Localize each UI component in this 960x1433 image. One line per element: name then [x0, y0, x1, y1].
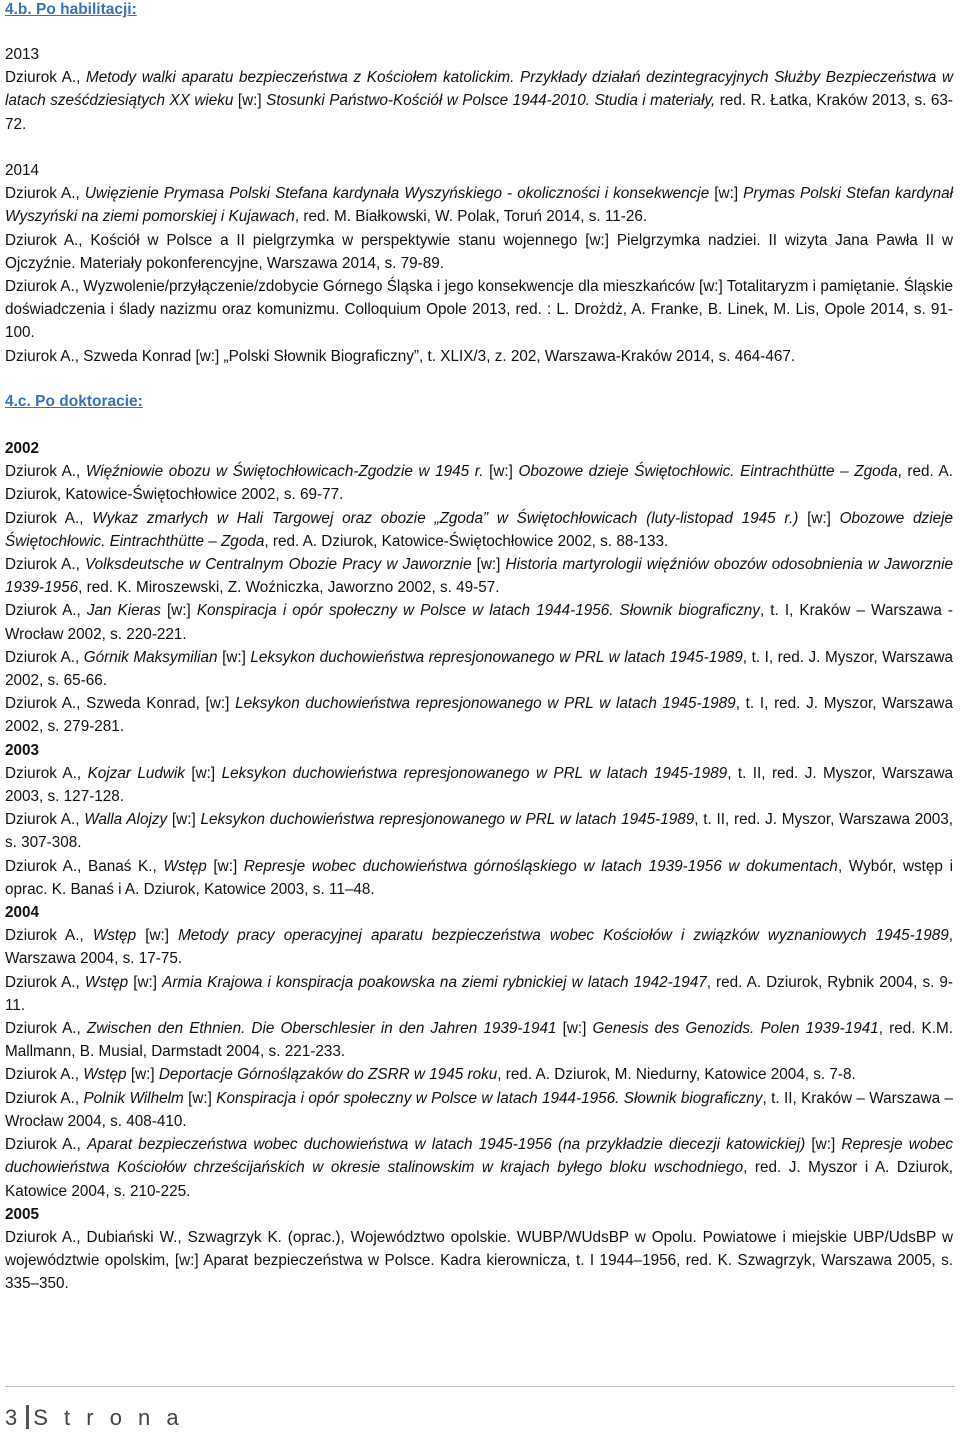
list-item: Dziurok A., Polnik Wilhelm [w:] Konspiracja i opór społeczny w Polsce w latach 1944-1956. Słownik biograficzny, t. II, Kraków – Warszawa – Wrocław 2004, s. 408-410.: [5, 1089, 954, 1130]
footer-divider: [5, 1386, 955, 1387]
habilitacja-2013-block: [5, 43, 953, 136]
list-item: Dziurok A., Wyzwolenie/przyłączenie/zdobycie Górnego Śląska i jego konsekwencje dla mieszkańców [w:] Totalitaryzm i pamiętanie. Śląskie doświadczenia i ślady nazizmu oraz komunizmu. Colloquium Opole 2013, red. : L. Drożdż, A. Franke, B. Linek, M. Lis, Opole 2014, s. 91-100.: [5, 278, 953, 342]
year-2005: 2005: [5, 1205, 40, 1223]
year-2003: 2003: [5, 741, 40, 759]
section-heading-doktorat: 4.c. Po doktoracie:: [5, 393, 143, 410]
list-item: Dziurok A., Kojzar Ludwik [w:] Leksykon duchowieństwa represjonowanego w PRL w latach 1945-1989, t. II, red. J. Myszor, Warszawa 2003, s. 127-128.: [5, 764, 953, 806]
page-number: 3: [5, 1405, 23, 1430]
list-item: Dziurok A., Wstęp [w:] Deportacje Górnoślązaków do ZSRR w 1945 roku, red. A. Dziurok, M. Niedurny, Katowice 2004, s. 7-8.: [5, 1066, 856, 1084]
list-item: Dziurok A., Wstęp [w:] Metody pracy operacyjnej aparatu bezpieczeństwa wobec Kościołów i związków wyznaniowych 1945-1989, Warszawa 2004, s. 17-75.: [5, 927, 954, 968]
year-2014: 2014: [5, 162, 40, 179]
list-item: Dziurok A., Walla Alojzy [w:] Leksykon duchowieństwa represjonowanego w PRL w latach 1945-1989, t. II, red. J. Myszor, Warszawa 2003, s. 307-308.: [5, 811, 953, 852]
section-heading-habilitacja: 4.b. Po habilitacji:: [5, 1, 137, 18]
list-item: Dziurok A., Aparat bezpieczeństwa wobec duchowieństwa w latach 1945-1956 (na przykładzie diecezji katowickiej) [w:] Represje wobec duchowieństwa Kościołów chrześcijańskich w okresie stalinowskim w krajach byłego bloku wschodniego, red. J. Myszor i A. Dziurok, Katowice 2004, s. 210-225.: [5, 1136, 953, 1200]
list-item: Dziurok A., Uwięzienie Prymasa Polski Stefana kardynała Wyszyńskiego - okoliczności i konsekwencje [w:] Prymas Polski Stefan kardynał Wyszyński na ziemi pomorskiej i Kujawach, red. M. Białkowski, W. Polak, Toruń 2014, s. 11-26.: [5, 185, 953, 226]
list-item: Dziurok A., Banaś K., Wstęp [w:] Represje wobec duchowieństwa górnośląskiego w latach 1939-1956 w dokumentach, Wybór, wstęp i oprac. K. Banaś i A. Dziurok, Katowice 2003, s. 11–48.: [5, 857, 953, 898]
list-item: Dziurok A., Górnik Maksymilian [w:] Leksykon duchowieństwa represjonowanego w PRL w latach 1945-1989, t. I, red. J. Myszor, Warszawa 2002, s. 65-66.: [5, 648, 954, 690]
list-item: Dziurok A., Jan Kieras [w:] Konspiracja i opór społeczny w Polsce w latach 1944-1956. Słownik biograficzny, t. I, Kraków – Warszawa - Wrocław 2002, s. 220-221.: [5, 602, 953, 643]
list-item: Dziurok A., Szweda Konrad [w:] „Polski Słownik Biograficzny”, t. XLIX/3, z. 202, Warszawa-Kraków 2014, s. 464-467.: [5, 347, 796, 365]
habilitacja-2014-block: [5, 159, 953, 368]
list-item: Dziurok A., Kościół w Polsce a II pielgrzymka w perspektywie stanu wojennego [w:] Pielgrzymka nadziei. II wizyta Jana Pawła II w Ojczyźnie. Materiały pokonferencyjne, Warszawa 2014, s. 79-89.: [5, 231, 953, 272]
list-item: Dziurok A., Wstęp [w:] Armia Krajowa i konspiracja poakowska na ziemi rybnickiej w latach 1942-1947, red. A. Dziurok, Rybnik 2004, s. 9-11.: [5, 973, 954, 1014]
list-item: Dziurok A., Metody walki aparatu bezpieczeństwa z Kościołem katolickim. Przykłady działań dezintegracyjnych Służby Bezpieczeństwa w latach sześćdziesiątych XX wieku [w:] Stosunki Państwo-Kościół w Polsce 1944-2010. Studia i materiały, red. R. Łatka, Kraków 2013, s. 63-72.: [5, 69, 953, 133]
year-2004: 2004: [5, 904, 40, 922]
list-item: Dziurok A., Wykaz zmarłych w Hali Targowej oraz obozie „Zgoda” w Świętochłowicach (luty-listopad 1945 r.) [w:] Obozowe dzieje Świętochłowic. Eintrachthütte – Zgoda, red. A. Dziurok, Katowice-Świętochłowice 2002, s. 88-133.: [5, 509, 954, 550]
list-item: Dziurok A., Zwischen den Ethnien. Die Oberschlesier in den Jahren 1939-1941 [w:] Genesis des Genozids. Polen 1939-1941, red. K.M. Mallmann, B. Musial, Darmstadt 2004, s. 221-233.: [5, 1020, 953, 1061]
page-footer: [5, 1404, 184, 1432]
doktorat-block: [5, 437, 953, 1296]
list-item: Dziurok A., Volksdeutsche w Centralnym Obozie Pracy w Jaworznie [w:] Historia martyrologii więźniów obozów odosobnienia w Jaworznie 1939-1956, red. K. Miroszewski, Z. Woźniczka, Jaworzno 2002, s. 49-57.: [5, 556, 953, 597]
year-2013: 2013: [5, 46, 40, 63]
list-item: Dziurok A., Dubiański W., Szwagrzyk K. (oprac.), Województwo opolskie. WUBP/WUdsBP w Opolu. Powiatowe i miejskie UBP/UdsBP w województwie opolskim, [w:] Aparat bezpieczeństwa w Polsce. Kadra kierownicza, t. I 1944–1956, red. K. Szwagrzyk, Warszawa 2005, s. 335–350.: [5, 1228, 953, 1293]
list-item: Dziurok A., Więźniowie obozu w Świętochłowicach-Zgodzie w 1945 r. [w:] Obozowe dzieje Świętochłowic. Eintrachthütte – Zgoda, red. A. Dziurok, Katowice-Świętochłowice 2002, s. 69-77.: [5, 463, 953, 504]
list-item: Dziurok A., Szweda Konrad, [w:] Leksykon duchowieństwa represjonowanego w PRL w latach 1945-1989, t. I, red. J. Myszor, Warszawa 2002, s. 279-281.: [5, 695, 953, 736]
page-label: S t r o n a: [33, 1405, 184, 1430]
year-2002: 2002: [5, 440, 40, 457]
footer-separator-bar: [26, 1405, 29, 1429]
